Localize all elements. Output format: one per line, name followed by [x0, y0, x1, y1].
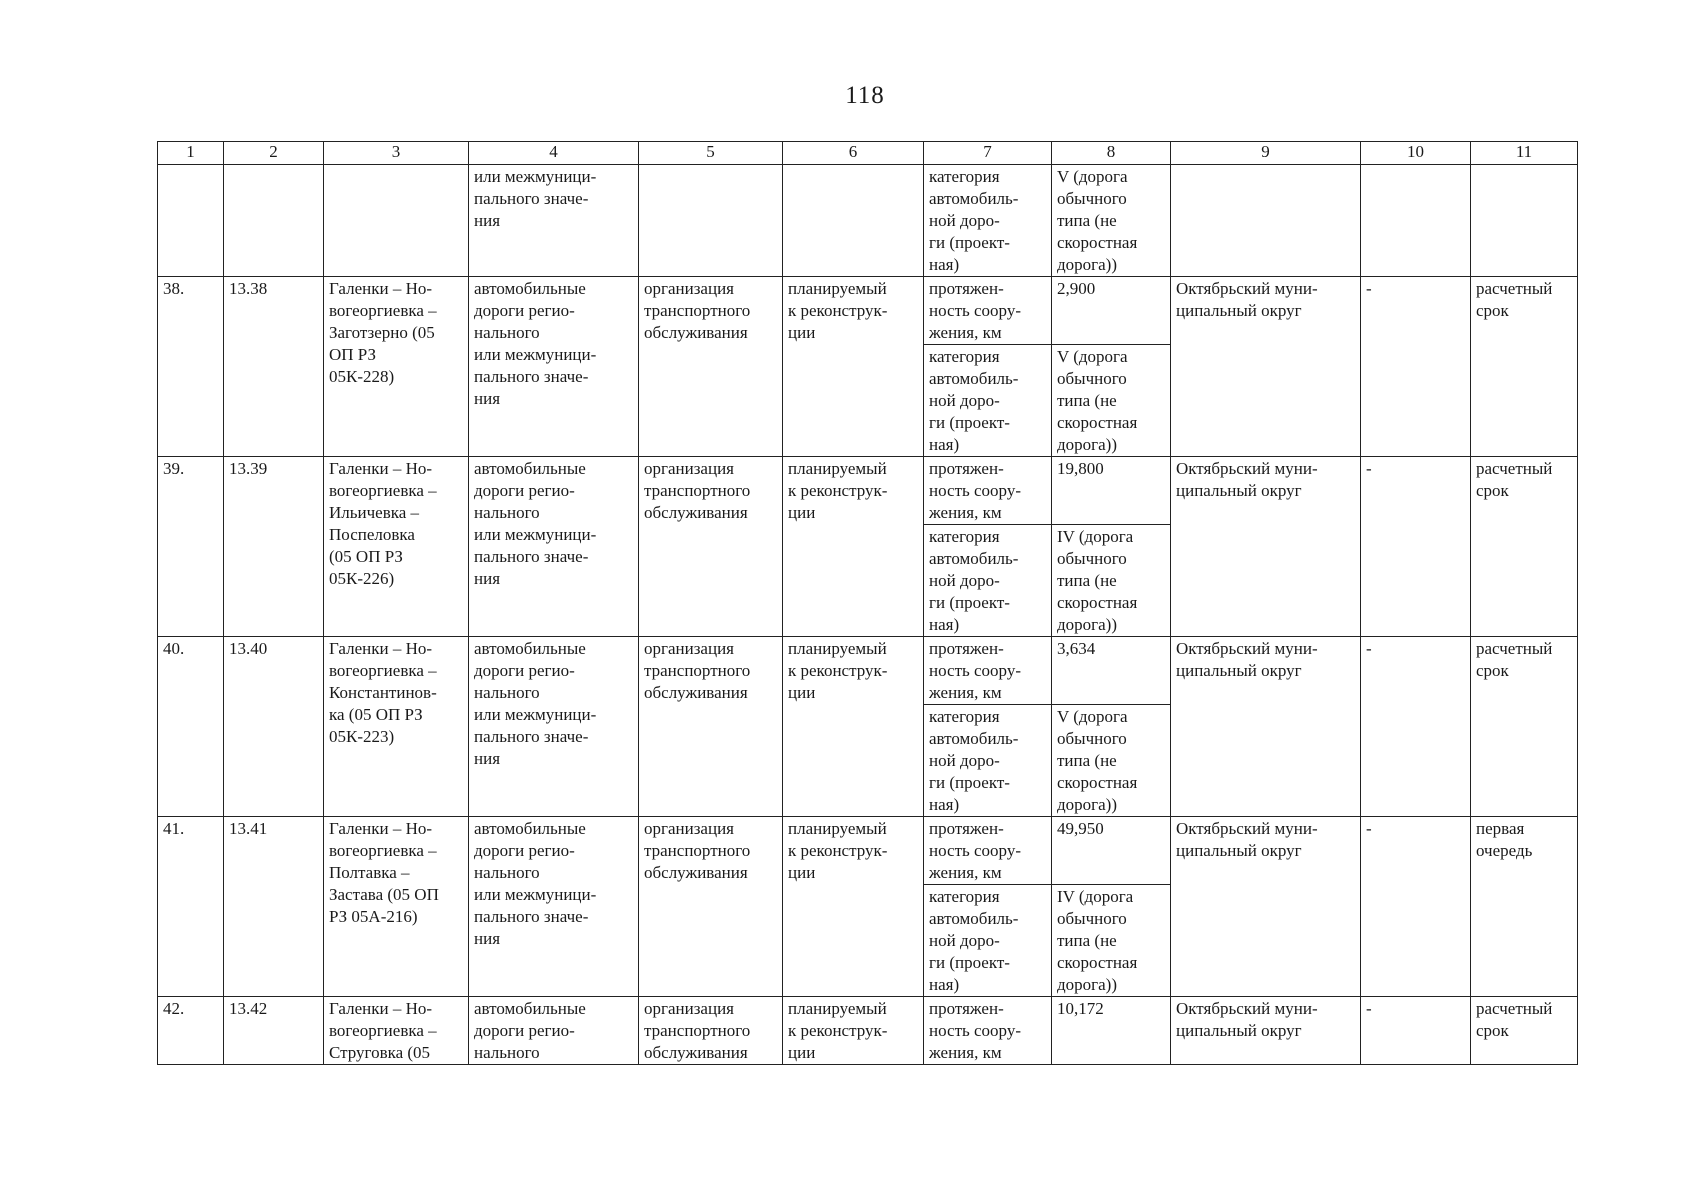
- cell-value: V (дорога обычного типа (не скоростная дорога)): [1052, 165, 1171, 277]
- column-header: 8: [1052, 142, 1171, 165]
- cell-number: 42.: [158, 997, 224, 1065]
- cell-type: автомобильные дороги регио- нального или межмуници- пального значе- ния: [469, 457, 639, 637]
- cell-status: планируемый к реконструк- ции: [783, 277, 924, 457]
- cell-code: [224, 165, 324, 277]
- cell-term: расчетный срок: [1471, 277, 1578, 457]
- cell-code: 13.42: [224, 997, 324, 1065]
- cell-purpose: организация транспортного обслуживания: [639, 817, 783, 997]
- cell-term: расчетный срок: [1471, 457, 1578, 637]
- table-row: [158, 997, 1578, 1065]
- cell-number: 40.: [158, 637, 224, 817]
- cell-parameter: категория автомобиль- ной доро- ги (проект- ная): [924, 525, 1052, 637]
- cell-zone: -: [1361, 637, 1471, 817]
- cell-status: планируемый к реконструк- ции: [783, 817, 924, 997]
- cell-parameter: категория автомобиль- ной доро- ги (проект- ная): [924, 165, 1052, 277]
- cell-name: Галенки – Но- вогеоргиевка – Ильичевка – Поспеловка (05 ОП РЗ 05К-226): [324, 457, 469, 637]
- cell-number: [158, 165, 224, 277]
- cell-zone: -: [1361, 277, 1471, 457]
- column-header: 7: [924, 142, 1052, 165]
- cell-value: IV (дорога обычного типа (не скоростная дорога)): [1052, 525, 1171, 637]
- column-header: 10: [1361, 142, 1471, 165]
- table-row: [158, 277, 1578, 345]
- cell-term: первая очередь: [1471, 817, 1578, 997]
- table-row: [158, 637, 1578, 705]
- cell-type: или межмуници- пального значе- ния: [469, 165, 639, 277]
- column-header: 5: [639, 142, 783, 165]
- cell-name: Галенки – Но- вогеоргиевка – Полтавка – Застава (05 ОП РЗ 05А-216): [324, 817, 469, 997]
- column-header: 9: [1171, 142, 1361, 165]
- page-number: 118: [845, 82, 885, 109]
- cell-value: 19,800: [1052, 457, 1171, 525]
- cell-status: планируемый к реконструк- ции: [783, 637, 924, 817]
- column-header: 3: [324, 142, 469, 165]
- cell-name: Галенки – Но- вогеоргиевка – Константинов- ка (05 ОП РЗ 05К-223): [324, 637, 469, 817]
- cell-location: Октябрьский муни- ципальный округ: [1171, 457, 1361, 637]
- cell-purpose: [639, 165, 783, 277]
- cell-name: [324, 165, 469, 277]
- cell-status: планируемый к реконструк- ции: [783, 997, 924, 1065]
- cell-value: 3,634: [1052, 637, 1171, 705]
- cell-status: [783, 165, 924, 277]
- cell-zone: -: [1361, 457, 1471, 637]
- cell-purpose: организация транспортного обслуживания: [639, 637, 783, 817]
- cell-location: Октябрьский муни- ципальный округ: [1171, 817, 1361, 997]
- cell-number: 41.: [158, 817, 224, 997]
- cell-value: 10,172: [1052, 997, 1171, 1065]
- cell-code: 13.38: [224, 277, 324, 457]
- cell-name: Галенки – Но- вогеоргиевка – Заготзерно (05 ОП РЗ 05К-228): [324, 277, 469, 457]
- cell-value: 49,950: [1052, 817, 1171, 885]
- cell-parameter: протяжен- ность соору- жения, км: [924, 277, 1052, 345]
- cell-value: 2,900: [1052, 277, 1171, 345]
- road-objects-table: [157, 141, 1578, 1065]
- table-row: [158, 817, 1578, 885]
- cell-type: автомобильные дороги регио- нального: [469, 997, 639, 1065]
- cell-parameter: протяжен- ность соору- жения, км: [924, 997, 1052, 1065]
- cell-location: Октябрьский муни- ципальный округ: [1171, 997, 1361, 1065]
- column-header: 2: [224, 142, 324, 165]
- cell-zone: [1361, 165, 1471, 277]
- column-number-header: [158, 142, 1578, 165]
- cell-type: автомобильные дороги регио- нального или межмуници- пального значе- ния: [469, 277, 639, 457]
- cell-number: 38.: [158, 277, 224, 457]
- cell-status: планируемый к реконструк- ции: [783, 457, 924, 637]
- cell-location: Октябрьский муни- ципальный округ: [1171, 277, 1361, 457]
- cell-parameter: протяжен- ность соору- жения, км: [924, 637, 1052, 705]
- column-header: 1: [158, 142, 224, 165]
- cell-purpose: организация транспортного обслуживания: [639, 997, 783, 1065]
- cell-parameter: протяжен- ность соору- жения, км: [924, 457, 1052, 525]
- column-header: 11: [1471, 142, 1578, 165]
- cell-purpose: организация транспортного обслуживания: [639, 457, 783, 637]
- cell-zone: -: [1361, 997, 1471, 1065]
- cell-location: [1171, 165, 1361, 277]
- cell-code: 13.39: [224, 457, 324, 637]
- cell-location: Октябрьский муни- ципальный округ: [1171, 637, 1361, 817]
- cell-value: IV (дорога обычного типа (не скоростная дорога)): [1052, 885, 1171, 997]
- cell-term: [1471, 165, 1578, 277]
- table-row: [158, 457, 1578, 525]
- cell-value: V (дорога обычного типа (не скоростная дорога)): [1052, 705, 1171, 817]
- cell-code: 13.41: [224, 817, 324, 997]
- cell-parameter: протяжен- ность соору- жения, км: [924, 817, 1052, 885]
- cell-parameter: категория автомобиль- ной доро- ги (проект- ная): [924, 705, 1052, 817]
- cell-term: расчетный срок: [1471, 637, 1578, 817]
- continuation-row: [158, 165, 1578, 277]
- column-header: 4: [469, 142, 639, 165]
- column-header: 6: [783, 142, 924, 165]
- cell-value: V (дорога обычного типа (не скоростная дорога)): [1052, 345, 1171, 457]
- cell-type: автомобильные дороги регио- нального или межмуници- пального значе- ния: [469, 817, 639, 997]
- cell-name: Галенки – Но- вогеоргиевка – Струговка (05: [324, 997, 469, 1065]
- cell-parameter: категория автомобиль- ной доро- ги (проект- ная): [924, 885, 1052, 997]
- cell-term: расчетный срок: [1471, 997, 1578, 1065]
- cell-code: 13.40: [224, 637, 324, 817]
- cell-number: 39.: [158, 457, 224, 637]
- cell-zone: -: [1361, 817, 1471, 997]
- cell-parameter: категория автомобиль- ной доро- ги (проект- ная): [924, 345, 1052, 457]
- cell-type: автомобильные дороги регио- нального или межмуници- пального значе- ния: [469, 637, 639, 817]
- cell-purpose: организация транспортного обслуживания: [639, 277, 783, 457]
